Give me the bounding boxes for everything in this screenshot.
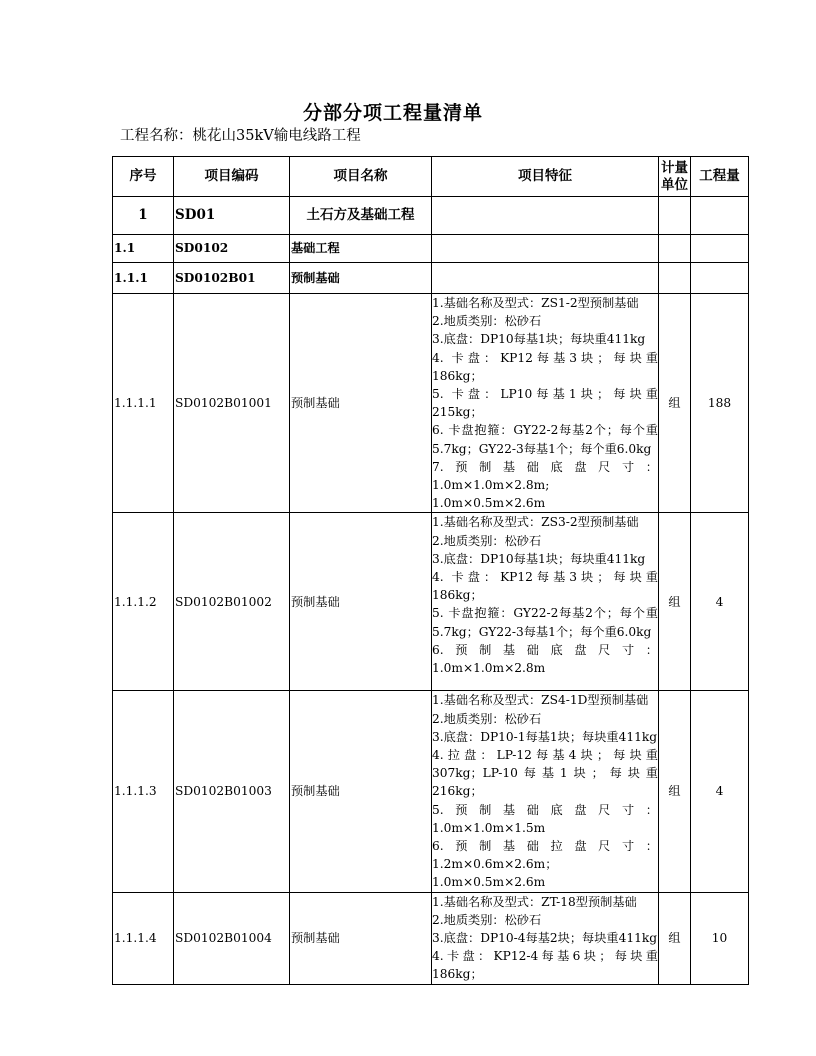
- item-features: [432, 892, 659, 984]
- page-title: 分部分项工程量清单: [302, 102, 483, 124]
- bill-of-quantities-table: [112, 156, 749, 985]
- empty-cell: [659, 197, 691, 235]
- empty-cell: [659, 263, 691, 294]
- feature-line: 5. 卡盘抱箍：GY22-2每基2个；每个重5.7kg；GY22-3每基1个；每个重6.0kg: [432, 606, 658, 639]
- item-features: [432, 691, 659, 892]
- feature-line: 1.基础名称及型式：ZS1-2型预制基础: [432, 296, 639, 310]
- feature-line: 6. 卡盘抱箍：GY22-2每基2个；每个重5.7kg；GY22-3每基1个；每个重6.0kg: [432, 423, 658, 456]
- item-unit: 组: [659, 892, 691, 984]
- feature-line: 7.预制基础底盘尺寸：1.0m×1.0m×2.8m; 1.0m×0.5m×2.6m: [432, 459, 658, 511]
- item-qty: 4: [691, 513, 749, 691]
- table-row: [113, 691, 749, 892]
- section-code: SD01: [174, 197, 290, 235]
- item-seq: 1.1.1.4: [113, 892, 174, 984]
- feature-line: 1.基础名称及型式：ZS3-2型预制基础: [432, 515, 639, 530]
- item-qty: 10: [691, 892, 749, 984]
- item-name: 预制基础: [290, 691, 432, 892]
- feature-line: 5. 卡盘：LP10每基1块；每块重215kg；: [432, 387, 658, 420]
- header-code: 项目编码: [174, 157, 290, 197]
- section-name: 基础工程: [290, 235, 432, 263]
- item-code: SD0102B01003: [174, 691, 290, 892]
- feature-line: 1.基础名称及型式：ZT-18型预制基础: [432, 894, 637, 909]
- header-feature: 项目特征: [432, 157, 659, 197]
- item-code: SD0102B01001: [174, 294, 290, 513]
- table-header-row: [113, 157, 749, 197]
- item-name: 预制基础: [290, 892, 432, 984]
- feature-line: 3.底盘：DP10-1每基1块；每块重411kg: [432, 729, 658, 744]
- feature-line: 3.底盘：DP10-4每基2块；每块重411kg: [432, 931, 658, 946]
- section-code: SD0102: [174, 235, 290, 263]
- feature-line: 2.地质类别：松砂石: [432, 711, 542, 726]
- empty-cell: [691, 263, 749, 294]
- header-unit: 计量单位: [659, 157, 691, 197]
- feature-line: 3.底盘：DP10每基1块；每块重411kg: [432, 551, 646, 566]
- empty-cell: [432, 197, 659, 235]
- empty-cell: [659, 235, 691, 263]
- feature-line: 2.地质类别：松砂石: [432, 533, 542, 548]
- feature-line: 6.预制基础底盘尺寸：1.0m×1.0m×2.8m: [432, 642, 658, 676]
- item-unit: 组: [659, 691, 691, 892]
- empty-cell: [432, 235, 659, 263]
- item-name: 预制基础: [290, 513, 432, 691]
- item-name: 预制基础: [290, 294, 432, 513]
- section-row: [113, 235, 749, 263]
- item-features: [432, 513, 659, 691]
- section-seq: 1: [113, 197, 174, 235]
- item-qty: 4: [691, 691, 749, 892]
- table-row: [113, 892, 749, 984]
- header-seq: 序号: [113, 157, 174, 197]
- item-seq: 1.1.1.1: [113, 294, 174, 513]
- item-unit: 组: [659, 294, 691, 513]
- item-code: SD0102B01002: [174, 513, 290, 691]
- section-code: SD0102B01: [174, 263, 290, 294]
- empty-cell: [691, 197, 749, 235]
- feature-line: 5.预制基础底盘尺寸：1.0m×1.0m×1.5m: [432, 802, 658, 835]
- feature-line: 4.拉盘：LP-12每基4块；每块重307kg；LP-10每基1块；每块重216kg；: [432, 748, 658, 799]
- header-name: 项目名称: [290, 157, 432, 197]
- section-row: [113, 197, 749, 235]
- section-seq: 1.1: [113, 235, 174, 263]
- item-qty: 188: [691, 294, 749, 513]
- item-unit: 组: [659, 513, 691, 691]
- feature-line: 4. 卡盘：KP12每基3块；每块重186kg；: [432, 570, 658, 603]
- item-seq: 1.1.1.2: [113, 513, 174, 691]
- feature-line: 2.地质类别：松砂石: [432, 912, 542, 927]
- feature-line: 6.预制基础拉盘尺寸：1.2m×0.6m×2.6m；1.0m×0.5m×2.6m: [432, 839, 658, 890]
- section-name: 土石方及基础工程: [290, 197, 432, 235]
- item-features: [432, 294, 659, 513]
- table-row: [113, 294, 749, 513]
- section-row: [113, 263, 749, 294]
- header-qty: 工程量: [691, 157, 749, 197]
- section-seq: 1.1.1: [113, 263, 174, 294]
- feature-line: 3.底盘：DP10每基1块；每块重411kg: [432, 332, 646, 347]
- table-row: [113, 513, 749, 691]
- project-name: 工程名称：桃花山35kV输电线路工程: [120, 128, 361, 144]
- item-code: SD0102B01004: [174, 892, 290, 984]
- feature-line: 2.地质类别：松砂石: [432, 314, 542, 329]
- feature-line: 4. 卡盘：KP12每基3块；每块重186kg；: [432, 350, 658, 383]
- section-name: 预制基础: [290, 263, 432, 294]
- item-seq: 1.1.1.3: [113, 691, 174, 892]
- empty-cell: [432, 263, 659, 294]
- feature-line: 1.基础名称及型式：ZS4-1D型预制基础: [432, 693, 649, 708]
- empty-cell: [691, 235, 749, 263]
- feature-line: 4.卡盘：KP12-4每基6块；每块重186kg；: [432, 949, 658, 982]
